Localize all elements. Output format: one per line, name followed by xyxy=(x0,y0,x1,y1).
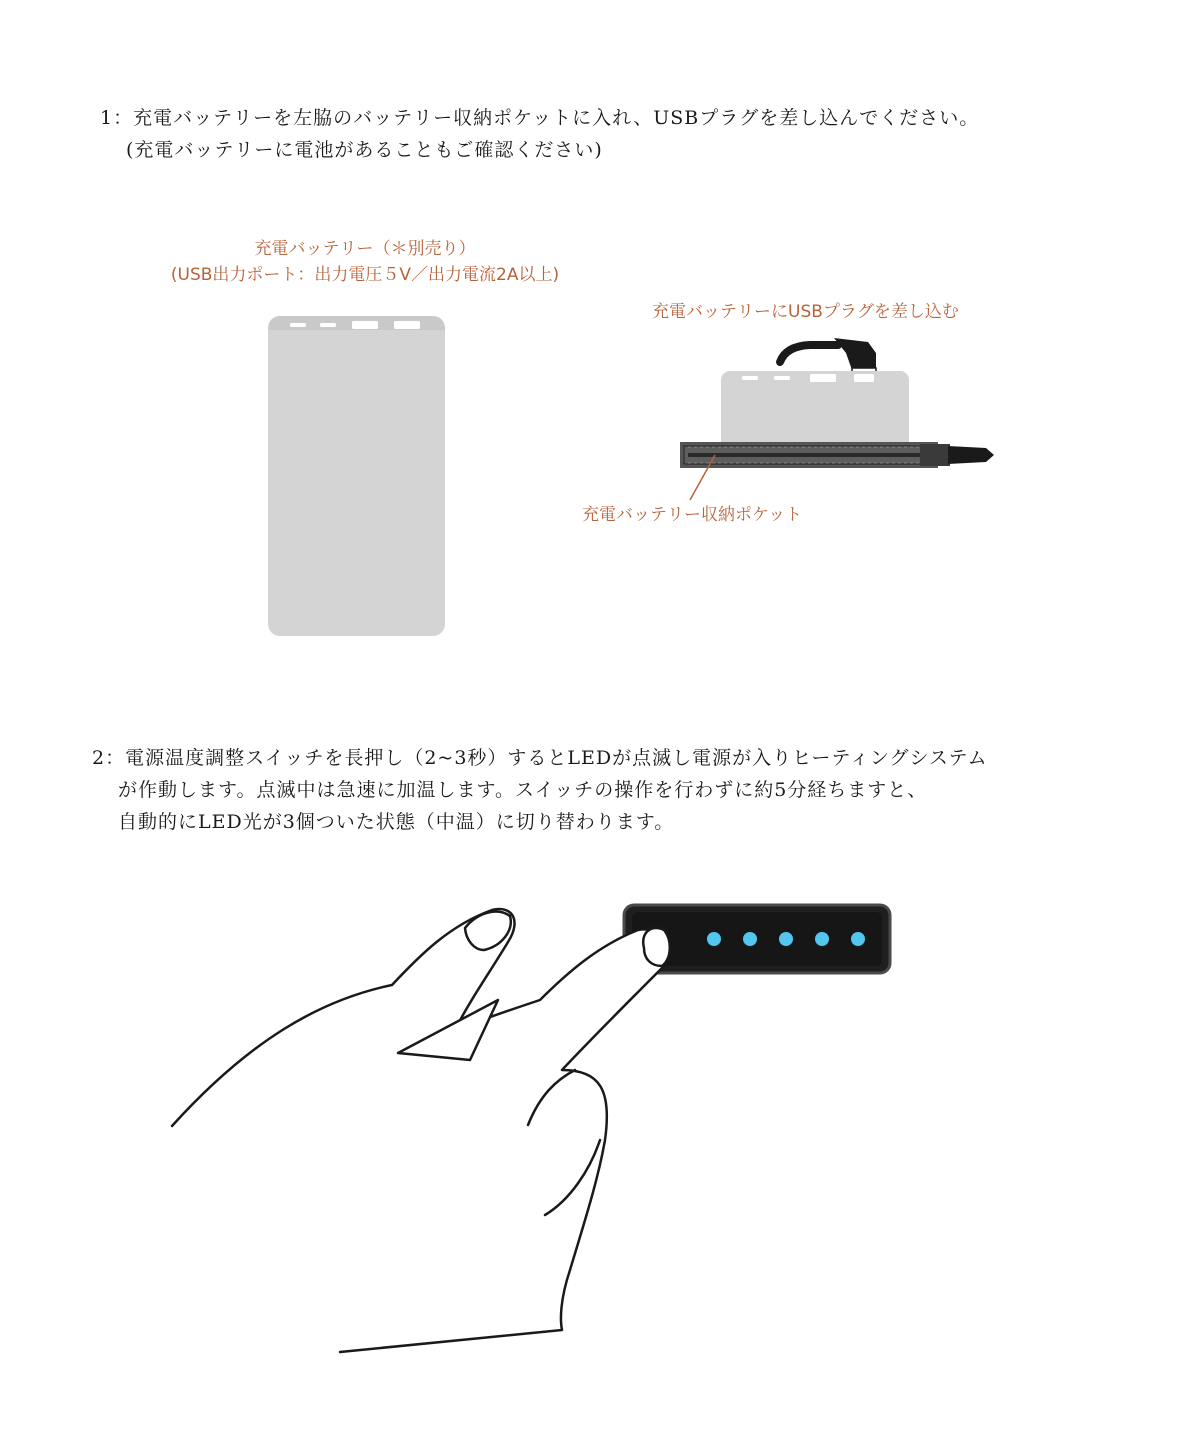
battery-port-usb-2 xyxy=(394,321,420,329)
battery-port-small-1 xyxy=(290,323,306,327)
led-indicator xyxy=(815,932,829,946)
plug-caption: 充電バッテリーにUSBプラグを差し込む xyxy=(652,302,959,322)
led-indicator xyxy=(779,932,793,946)
step-2-line-2: が作動します。点滅中は急速に加温します。スイッチの操作を行わずに約5分経ちますと、 xyxy=(118,779,928,801)
hand-switch-illustration xyxy=(172,905,890,1352)
led-indicator xyxy=(851,932,865,946)
battery-label-spec: (USB出力ポート：出力電圧５V／出力電流2A以上) xyxy=(170,265,560,285)
usb-cable xyxy=(780,345,838,362)
step-2-line-3: 自動的にLED光が3個ついた状態（中温）に切り替わります。 xyxy=(118,811,675,833)
pocket-illustration xyxy=(680,338,994,500)
led-indicator xyxy=(707,932,721,946)
fingernail-right xyxy=(643,928,670,966)
battery-label-title: 充電バッテリー（＊別売り） xyxy=(254,239,476,259)
zipper-pull xyxy=(920,444,950,466)
step-2-instructions xyxy=(92,742,988,838)
battery-illustration xyxy=(268,316,445,636)
battery-port-usb-1 xyxy=(352,321,378,329)
step-1-line-2: (充電バッテリーに電池があることもご確認ください) xyxy=(126,139,603,161)
step-1-line-1: 1：充電バッテリーを左脇のバッテリー収納ポケットに入れ、USBプラグを差し込んでください。 xyxy=(100,107,980,129)
battery-port-small-2 xyxy=(320,323,336,327)
usb-plug-icon xyxy=(834,338,876,370)
step-2-line-1: 2：電源温度調整スイッチを長押し（2~3秒）するとLEDが点滅し電源が入りヒーティングシステム xyxy=(92,747,988,769)
pocket-caption: 充電バッテリー収納ポケット xyxy=(582,505,803,525)
led-indicator xyxy=(743,932,757,946)
